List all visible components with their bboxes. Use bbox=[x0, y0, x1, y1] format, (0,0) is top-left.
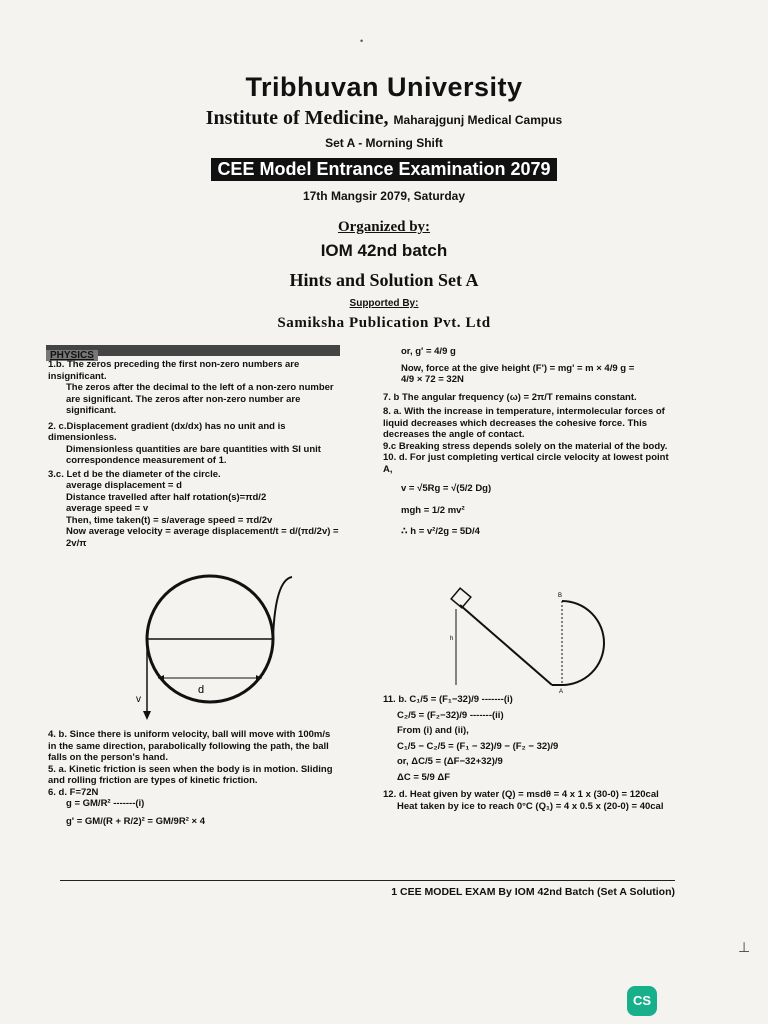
answer-12: 12. d. Heat given by water (Q) = msdθ = 4 x 1 x (30-0) = 120cal bbox=[383, 789, 659, 800]
answer-3-line: Distance travelled after half rotation(s)=πd/2 bbox=[66, 491, 267, 503]
exam-title: CEE Model Entrance Examination 2079 bbox=[211, 158, 556, 181]
set-label: Set A - Morning Shift bbox=[325, 136, 443, 150]
answer-1-note: The zeros after the decimal to the left of a non-zero number are significant. The zeros after non-zero number are significant. bbox=[66, 382, 334, 416]
height-label: h bbox=[450, 636, 454, 642]
answer-9: 9.c Breaking stress depends solely on the material of the body. bbox=[383, 440, 668, 452]
answer-10-line: v = √5Rg = √(5/2 Dg) bbox=[401, 483, 492, 494]
answer-11-line: ΔC = 5/9 ΔF bbox=[397, 771, 450, 783]
answer-11-line: or, ΔC/5 = (ΔF−32+32)/9 bbox=[397, 756, 503, 767]
answer-8: 8. a. With the increase in temperature, intermolecular forces of liquid decreases which decreases the cohesive force. This decreases the angle of contact. bbox=[383, 406, 665, 440]
velocity-label: v bbox=[136, 694, 141, 705]
left-column-upper bbox=[48, 359, 340, 549]
scanner-logo-icon: CS bbox=[627, 986, 657, 1016]
right-column-lower bbox=[383, 694, 671, 812]
answer-11-line: C₂/5 = (F₂−32)/9 -------(ii) bbox=[397, 709, 504, 721]
answer-11-line: C₁/5 − C₂/5 = (F₁ − 32)/9 − (F₂ − 32)/9 bbox=[397, 740, 559, 752]
organized-by: Organized by: bbox=[337, 219, 431, 235]
answer-3-line: Then, time taken(t) = s/average speed = πd/2v bbox=[66, 514, 273, 526]
answer-6-cont: Now, force at the give height (F') = mg' = m × 4/9 g = bbox=[401, 362, 635, 374]
answer-10-line: mgh = 1/2 mv² bbox=[401, 504, 465, 516]
exam-banner bbox=[0, 158, 768, 181]
answer-3: 3.c. Let d be the diameter of the circle. bbox=[48, 468, 221, 480]
loop bbox=[562, 601, 604, 685]
university-title: Tribhuvan University bbox=[245, 72, 523, 102]
scan-dot: • bbox=[360, 36, 364, 46]
publisher-name: Samiksha Publication Pvt. Ltd bbox=[277, 315, 491, 331]
section-label: PHYSICS bbox=[46, 350, 98, 361]
answer-6-cont: 4/9 × 72 = 32N bbox=[401, 374, 464, 385]
answer-6-cont: or, g' = 4/9 g bbox=[401, 346, 456, 357]
loop-diagram bbox=[440, 585, 615, 695]
right-column-upper bbox=[383, 346, 671, 538]
footer-rule bbox=[60, 880, 675, 881]
answer-4: 4. b. Since there is uniform velocity, ball will move with 100m/s in the same direction, parabolically following the path, the ball falls on the person's hand. bbox=[48, 729, 331, 763]
top-curve bbox=[273, 577, 292, 639]
answer-7: 7. b The angular frequency (ω) = 2π/T remains constant. bbox=[383, 391, 637, 403]
answer-11: 11. b. C₁/5 = (F₁−32)/9 -------(i) bbox=[383, 694, 513, 705]
answer-1: 1.b. The zeros preceding the first non-zero numbers are insignificant. bbox=[48, 359, 300, 382]
drop-arrow bbox=[143, 711, 151, 720]
answer-12-line: Heat taken by ice to reach 0°C (Q₁) = 4 x 0.5 x (20-0) = 40cal bbox=[397, 800, 664, 812]
answer-3-line: Now average velocity = average displacement/t = d/(πd/2v) = 2v/π bbox=[66, 526, 339, 549]
answer-10: 10. d. For just completing vertical circle velocity at lowest point A, bbox=[383, 452, 669, 475]
left-column-lower bbox=[48, 729, 340, 827]
supported-by: Supported By: bbox=[349, 298, 419, 309]
section-bar bbox=[46, 345, 340, 361]
point-b-label: B bbox=[558, 593, 563, 599]
exam-date: 17th Mangsir 2079, Saturday bbox=[302, 189, 466, 203]
incline bbox=[460, 605, 552, 685]
page-corner-mark: ⊥ bbox=[738, 939, 751, 955]
answer-3-line: average displacement = d bbox=[66, 480, 182, 491]
hints-title: Hints and Solution Set A bbox=[289, 270, 479, 290]
answer-11-line: From (i) and (ii), bbox=[397, 725, 469, 736]
diameter-label: d bbox=[198, 684, 205, 696]
answer-6: 6. d. F=72N bbox=[48, 786, 99, 798]
answer-6-line: g = GM/R² -------(i) bbox=[66, 798, 145, 809]
point-a-label: A bbox=[559, 689, 564, 695]
answer-2-note: Dimensionless quantities are bare quantities with SI unit correspondence measurement of 1. bbox=[66, 443, 321, 466]
batch-label: IOM 42nd batch bbox=[320, 241, 448, 260]
campus-name: Maharajgunj Medical Campus bbox=[393, 113, 563, 127]
answer-3-line: average speed = v bbox=[66, 503, 149, 514]
answer-10-line: ∴ h = v²/2g = 5D/4 bbox=[401, 526, 480, 537]
answer-5: 5. a. Kinetic friction is seen when the body is in motion. Sliding and rolling friction are types of kinetic friction. bbox=[48, 763, 333, 786]
answer-6-line: g' = GM/(R + R/2)² = GM/9R² × 4 bbox=[66, 815, 205, 827]
page-footer: 1 CEE MODEL EXAM By IOM 42nd Batch (Set A Solution) bbox=[391, 886, 675, 898]
answer-2: 2. c.Displacement gradient (dx/dx) has no unit and is dimensionless. bbox=[48, 420, 286, 443]
circle-diagram bbox=[130, 565, 300, 725]
institute-line bbox=[0, 107, 768, 130]
institute-name: Institute of Medicine, bbox=[205, 107, 389, 129]
